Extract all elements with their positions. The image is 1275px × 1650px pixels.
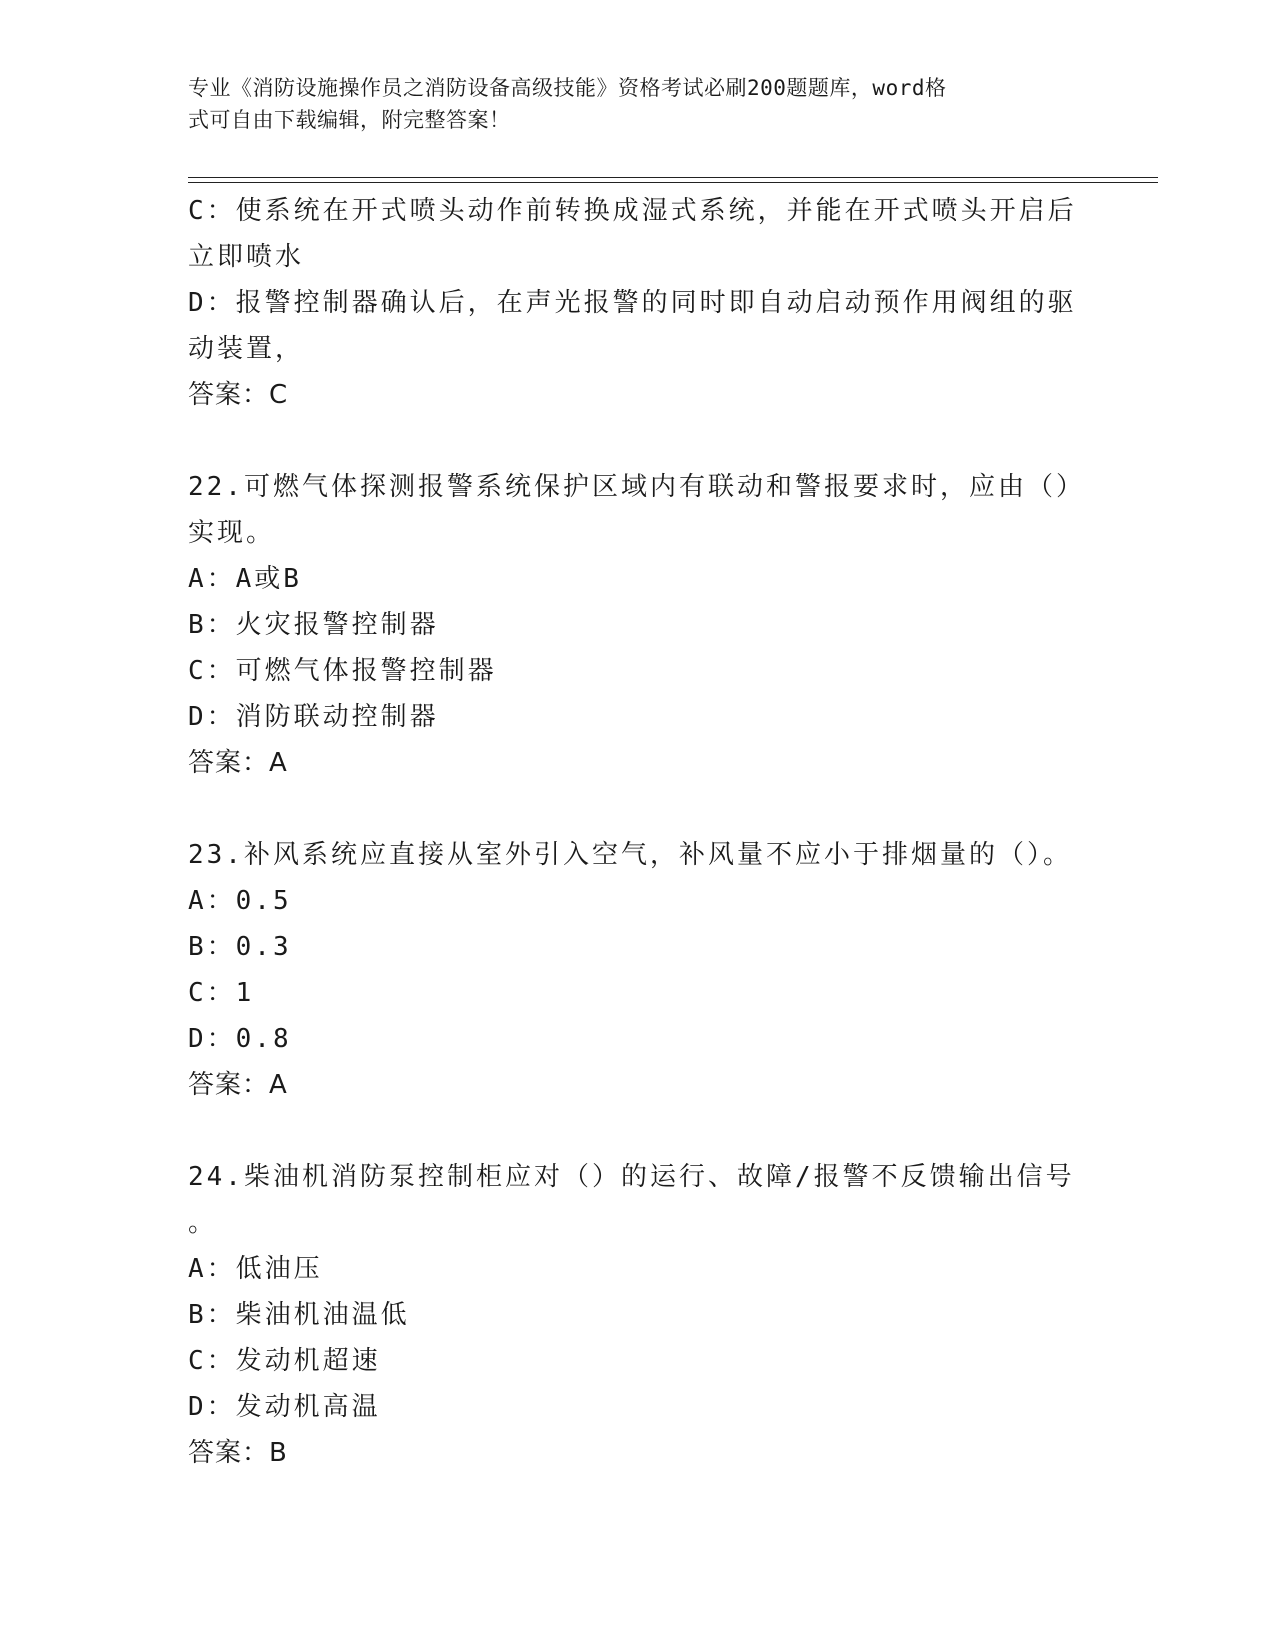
- question-21-continued: [188, 188, 1088, 418]
- question-stem-line-1: 22.可燃气体探测报警系统保护区域内有联动和警报要求时，应由（）: [188, 472, 1085, 502]
- option-b: B：火灾报警控制器: [188, 610, 439, 640]
- option-d: D：消防联动控制器: [188, 702, 439, 732]
- option-d-line-1: D：报警控制器确认后，在声光报警的同时即自动启动预作用阀组的驱: [188, 288, 1077, 318]
- header-line-2: 式可自由下载编辑，附完整答案！: [188, 108, 511, 132]
- spacer: [188, 1108, 1088, 1154]
- answer: 答案：C: [188, 380, 289, 410]
- question-24: [188, 1154, 1088, 1476]
- option-c: C：1: [188, 978, 255, 1008]
- option-c: C：发动机超速: [188, 1346, 381, 1376]
- option-a: A：低油压: [188, 1254, 323, 1284]
- spacer: [188, 418, 1088, 464]
- option-c-line-2: 立即喷水: [188, 242, 305, 272]
- question-stem-line-1: 24.柴油机消防泵控制柜应对（）的运行、故障/报警不反馈输出信号: [188, 1162, 1075, 1192]
- option-c-line-1: C：使系统在开式喷头动作前转换成湿式系统，并能在开式喷头开启后: [188, 196, 1077, 226]
- option-d-line-2: 动装置，: [188, 334, 305, 364]
- answer: 答案：A: [188, 1070, 288, 1100]
- header-divider-top: [188, 177, 1158, 178]
- question-23: [188, 832, 1088, 1108]
- option-a: A：A或B: [188, 564, 302, 594]
- header-line-1: 专业《消防设施操作员之消防设备高级技能》资格考试必刷200题题库，word格: [188, 76, 947, 100]
- question-stem-line-1: 23.补风系统应直接从室外引入空气，补风量不应小于排烟量的（）。: [188, 840, 1072, 870]
- option-d: D：0.8: [188, 1024, 292, 1054]
- answer: 答案：B: [188, 1438, 288, 1468]
- header-divider-bottom: [188, 182, 1158, 183]
- document-header: [188, 72, 1068, 136]
- option-a: A：0.5: [188, 886, 292, 916]
- spacer: [188, 786, 1088, 832]
- answer: 答案：A: [188, 748, 288, 778]
- question-22: [188, 464, 1088, 786]
- question-stem-line-2: 实现。: [188, 518, 276, 548]
- option-b: B：0.3: [188, 932, 292, 962]
- option-c: C：可燃气体报警控制器: [188, 656, 497, 686]
- question-content: [188, 188, 1088, 1476]
- option-b: B：柴油机油温低: [188, 1300, 410, 1330]
- option-d: D：发动机高温: [188, 1392, 381, 1422]
- question-stem-line-2: 。: [188, 1208, 218, 1238]
